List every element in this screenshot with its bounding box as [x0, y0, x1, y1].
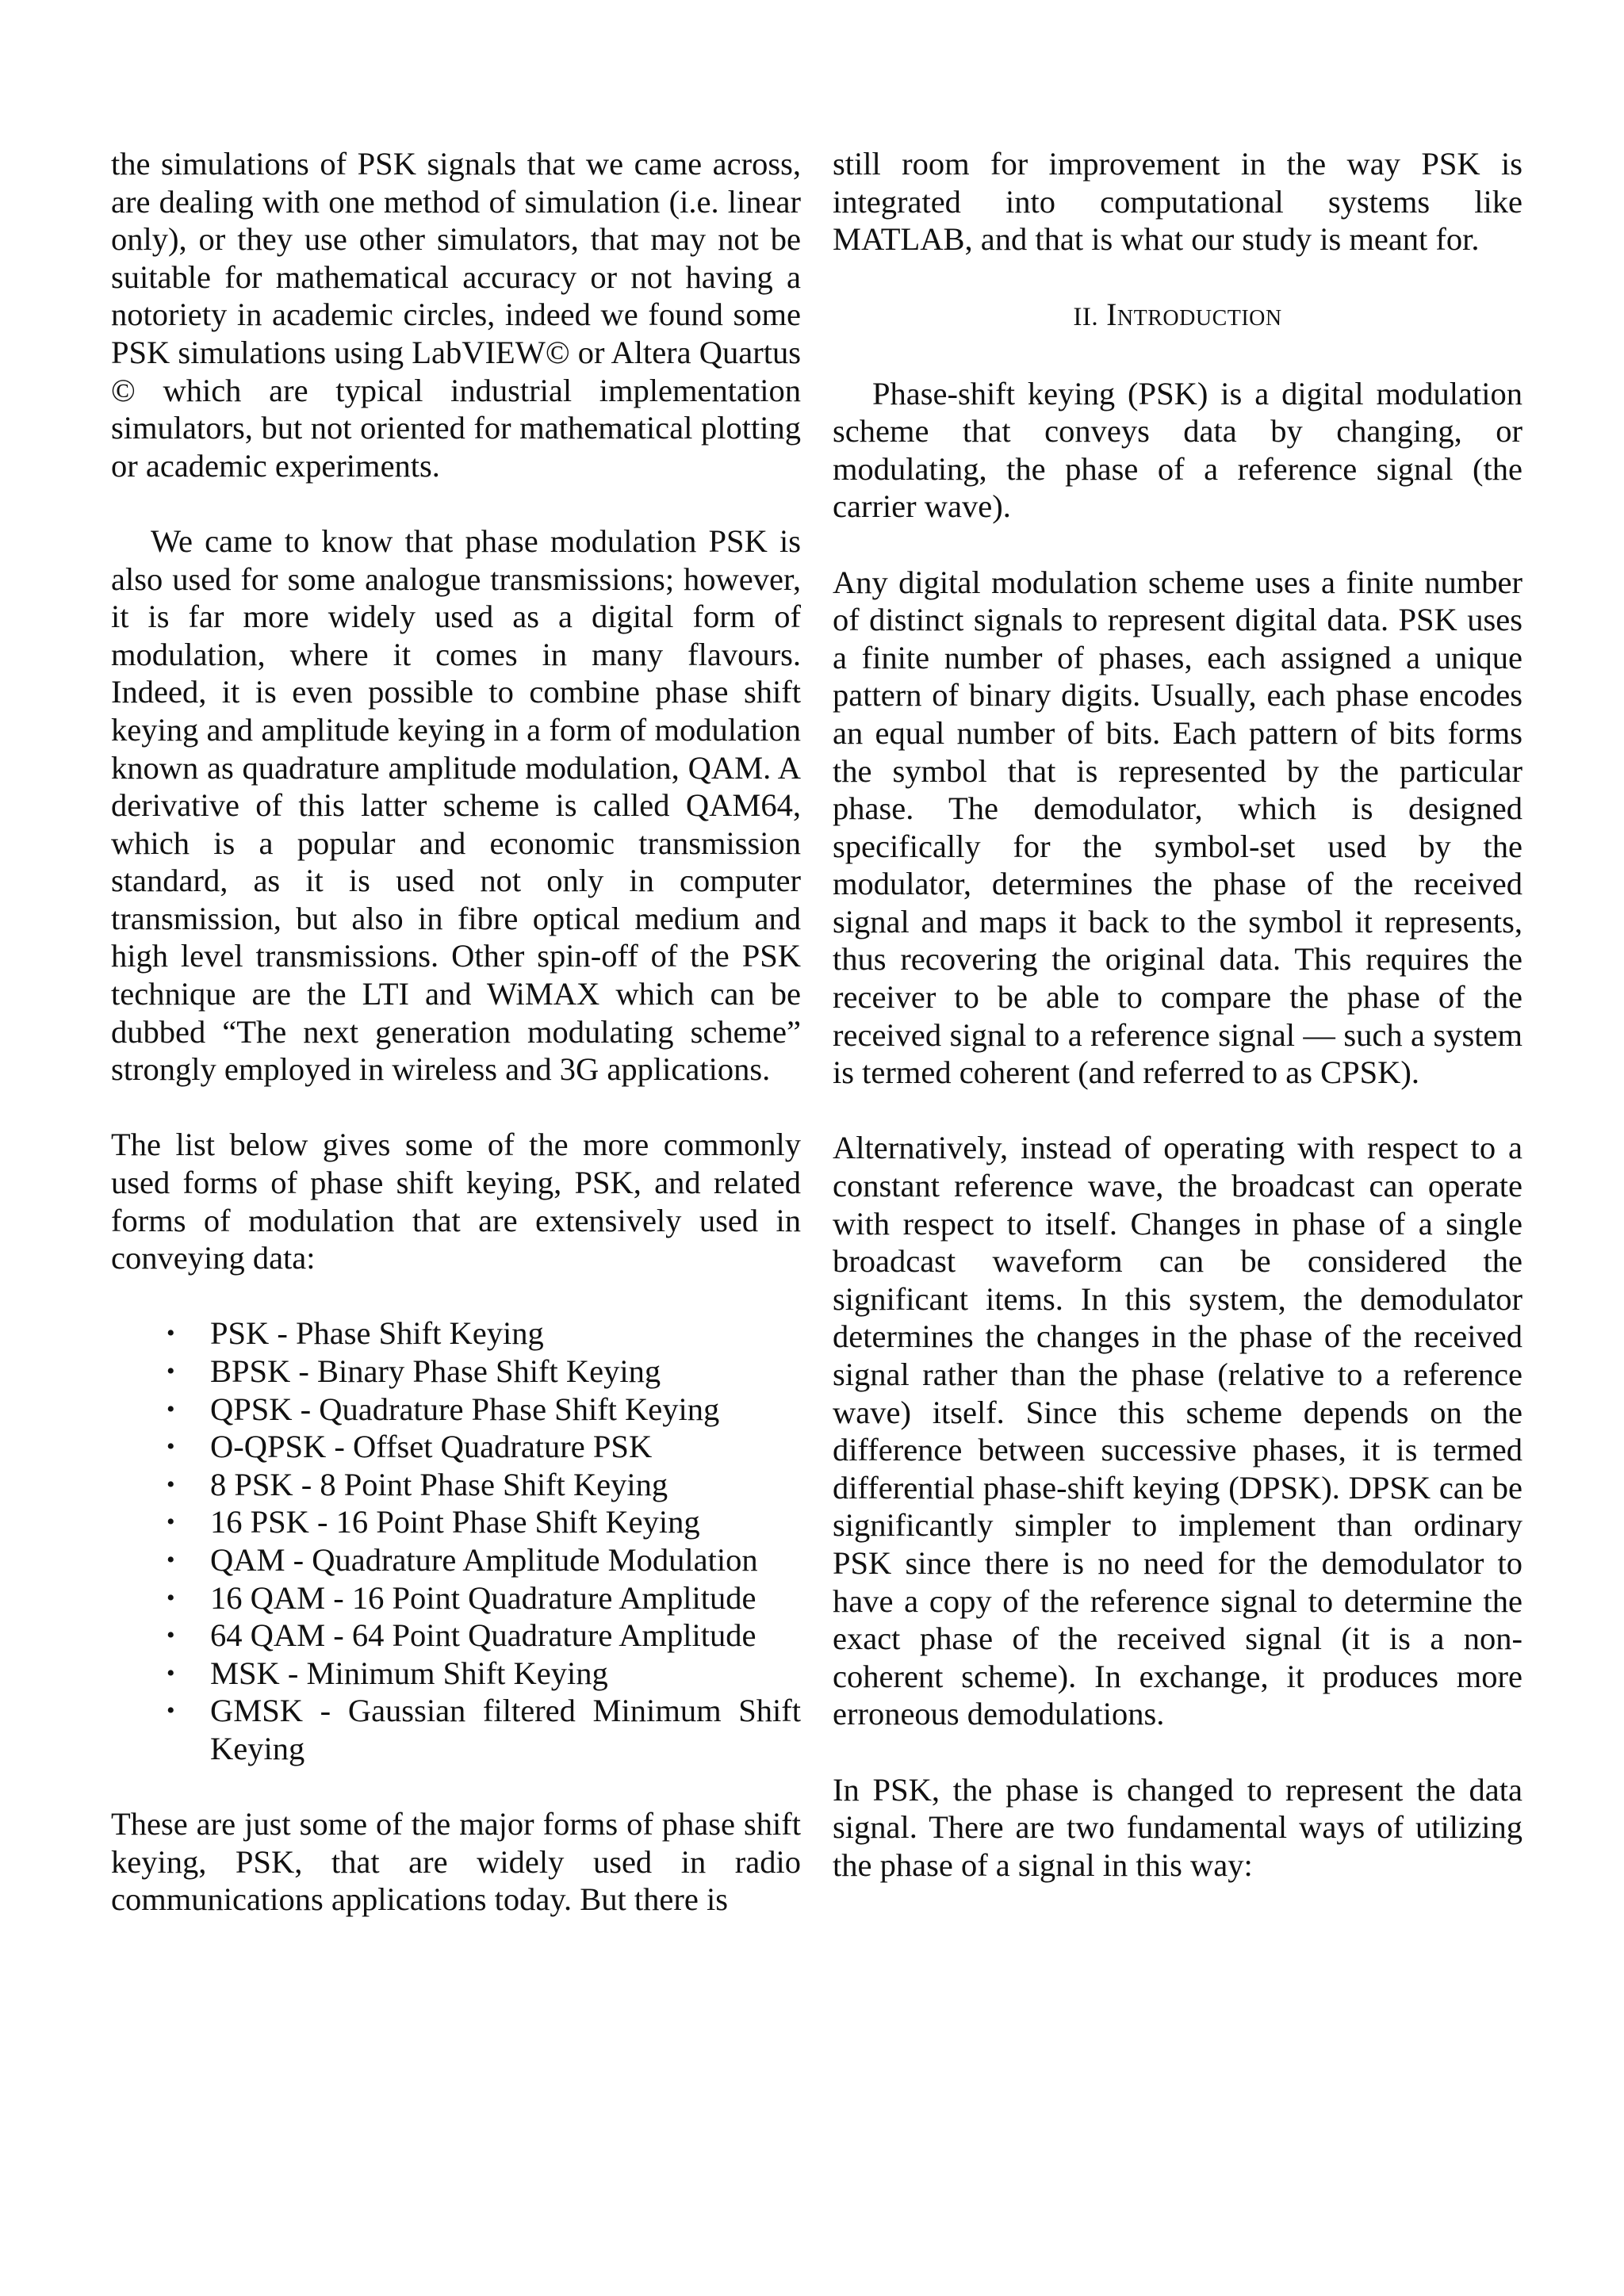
list-item — [111, 1314, 801, 1353]
list-item-text: PSK - Phase Shift Keying — [210, 1315, 544, 1352]
section-heading — [833, 296, 1522, 337]
list-item — [111, 1353, 801, 1391]
body-paragraph: Alternatively, instead of operating with respect to a constant reference wave, the broadcast can operate with respect to itself. Changes in phase of a single broadcast waveform can be considered the significant items. In this system, the demodulator determines the changes in the phase of the received signal rather than the phase (relative to a reference wave) itself. Since this scheme depends on the difference between successive phases, it is termed differential phase-shift keying (DPSK). DPSK can be significantly simpler to implement than ordinary PSK since there is no need for the demodulator to have a copy of the reference signal to determine the exact phase of the received signal (it is a non-coherent scheme). In exchange, it produces more erroneous demodulations. — [833, 1130, 1522, 1732]
bullet-icon: • — [167, 1395, 175, 1422]
body-paragraph: In PSK, the phase is changed to represent the data signal. There are two fundamental ways of utilizing the phase of a signal in this way: — [833, 1771, 1522, 1883]
bullet-icon: • — [167, 1358, 175, 1384]
list-item — [111, 1655, 801, 1693]
list-item-text: QPSK - Quadrature Phase Shift Keying — [210, 1391, 720, 1427]
list-item — [111, 1428, 801, 1466]
body-paragraph: These are just some of the major forms of phase shift keying, PSK, that are widely used in radio communications applications today. But there is — [111, 1806, 801, 1918]
bullet-icon: • — [167, 1509, 175, 1536]
section-numeral: II. — [1073, 303, 1099, 332]
list-item — [111, 1617, 801, 1655]
bullet-icon: • — [167, 1546, 175, 1573]
body-paragraph: the simulations of PSK signals that we came across, are dealing with one method of simulation (i.e. linear only), or they use other simulators, that may not be suitable for mathematical accuracy or not having a notoriety in academic circles, indeed we found some PSK simulations using LabVIEW© or Altera Quartus © which are typical industrial implementation simulators, but not oriented for mathematical plotting or academic experiments. — [111, 146, 801, 484]
list-item-text: 64 QAM - 64 Point Quadrature Amplitude — [210, 1617, 756, 1654]
bullet-icon: • — [167, 1320, 175, 1347]
list-item — [111, 1391, 801, 1429]
bullet-icon: • — [167, 1659, 175, 1686]
list-item — [111, 1503, 801, 1541]
list-item-text: QAM - Quadrature Amplitude Modulation — [210, 1541, 758, 1578]
body-paragraph: We came to know that phase modulation PSK is also used for some analogue transmissions; however, it is far more widely used as a digital form of modulation, where it comes in many flavours. Indeed, it is even possible to combine phase shift keying and amplitude keying in a form of modulation known as quadrature amplitude modulation, QAM. A derivative of this latter scheme is called QAM64, which is a popular and economic transmission standard, as it is used not only in computer transmission, but also in fibre optical medium and high level transmissions. Other spin-off of the PSK technique are the LTI and WiMAX which can be dubbed “The next generation modulating scheme” strongly employed in wireless and 3G applications. — [111, 522, 801, 1088]
psk-variants-list — [111, 1314, 801, 1767]
bullet-icon: • — [167, 1471, 175, 1498]
section-title: Introduction — [1106, 297, 1282, 333]
list-item-text: O-QPSK - Offset Quadrature PSK — [210, 1429, 653, 1465]
bullet-icon: • — [167, 1433, 175, 1460]
list-item-text: 16 QAM - 16 Point Quadrature Amplitude — [210, 1579, 756, 1616]
list-item-text: 8 PSK - 8 Point Phase Shift Keying — [210, 1466, 668, 1502]
body-paragraph: Phase-shift keying (PSK) is a digital modulation scheme that conveys data by changing, or modulating, the phase of a reference signal (the carrier wave). — [833, 375, 1522, 525]
bullet-icon: • — [167, 1622, 175, 1649]
body-paragraph: The list below gives some of the more commonly used forms of phase shift keying, PSK, and related forms of modulation that are extensively used in conveying data: — [111, 1127, 801, 1276]
right-column — [833, 145, 1522, 1884]
left-column — [111, 145, 801, 1919]
bullet-icon: • — [167, 1584, 175, 1611]
list-item — [111, 1692, 801, 1767]
body-paragraph: Any digital modulation scheme uses a finite number of distinct signals to represent digital data. PSK uses a finite number of phases, each assigned a unique pattern of binary digits. Usually, each phase encodes an equal number of bits. Each pattern of bits forms the symbol that is represented by the particular phase. The demodulator, which is designed specifically for the symbol-set used by the modulator, determines the phase of the received signal and maps it back to the symbol it represents, thus recovering the original data. This requires the receiver to be able to compare the phase of the received signal to a reference signal — such a system is termed coherent (and referred to as CPSK). — [833, 564, 1522, 1091]
list-item — [111, 1541, 801, 1579]
list-item-text: BPSK - Binary Phase Shift Keying — [210, 1353, 661, 1389]
list-item-text: GMSK - Gaussian filtered Minimum Shift Keying — [210, 1693, 801, 1766]
list-item-text: 16 PSK - 16 Point Phase Shift Keying — [210, 1504, 700, 1540]
bullet-icon: • — [167, 1697, 175, 1724]
body-paragraph: still room for improvement in the way PSK is integrated into computational systems like MATLAB, and that is what our study is meant for. — [833, 146, 1522, 258]
list-item — [111, 1579, 801, 1617]
list-item-text: MSK - Minimum Shift Keying — [210, 1655, 608, 1691]
list-item — [111, 1466, 801, 1504]
